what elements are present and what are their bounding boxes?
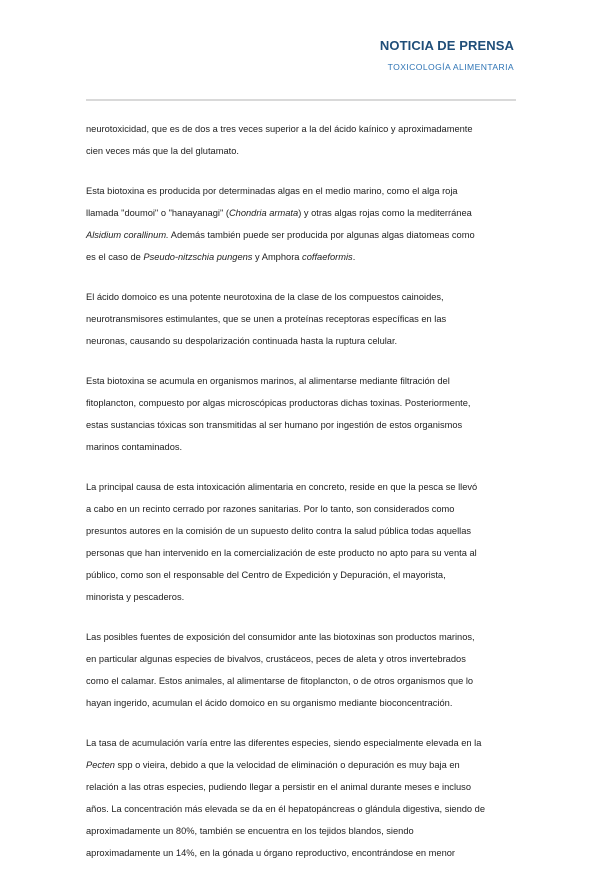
text-line — [86, 564, 516, 586]
text-run: como el calamar. Estos animales, al alimentarse de fitoplancton, o de otros organismos que lo — [86, 676, 474, 686]
text-line — [86, 648, 516, 670]
text-line — [86, 180, 516, 202]
text-line — [86, 670, 516, 692]
text-run: en particular algunas especies de bivalvos, crustáceos, peces de aleta y otros invertebrados — [86, 654, 466, 664]
text-line — [86, 436, 516, 458]
italic-term: Pseudo-nitzschia pungens — [143, 252, 253, 262]
text-run: llamada "doumoi" o "hanayanagi" ( — [86, 208, 229, 218]
text-run: público, como son el responsable del Centro de Expedición y Depuración, el mayorista, — [86, 570, 446, 580]
text-run: neurotoxicidad, que es de dos a tres veces superior a la del ácido kaínico y aproximadamente — [86, 124, 473, 134]
page-header — [380, 38, 514, 72]
italic-term: Alsidium corallinum. — [86, 230, 169, 240]
text-run: minorista y pescaderos. — [86, 592, 185, 602]
paragraph — [86, 118, 516, 162]
text-line — [86, 330, 516, 352]
text-run: hayan ingerido, acumulan el ácido domoico en su organismo mediante bioconcentración. — [86, 698, 453, 708]
text-run: La tasa de acumulación varía entre las diferentes especies, siendo especialmente elevada en la — [86, 738, 482, 748]
text-line — [86, 370, 516, 392]
paragraph — [86, 370, 516, 458]
text-run: . — [352, 252, 356, 262]
text-line — [86, 754, 516, 776]
body-text — [86, 118, 516, 882]
text-line — [86, 414, 516, 436]
text-run: años. La concentración más elevada se da en él hepatopáncreas o glándula digestiva, siendo de — [86, 804, 486, 814]
text-line — [86, 542, 516, 564]
italic-term: Chondria armata — [228, 208, 299, 218]
text-run: aproximadamente un 14%, en la gónada u órgano reproductivo, encontrándose en menor — [86, 848, 456, 858]
text-run: presuntos autores en la comisión de un supuesto delito contra la salud pública todas aquellas — [86, 526, 472, 536]
text-run: neuronas, causando su despolarización continuada hasta la ruptura celular. — [86, 336, 398, 346]
text-run: aproximadamente un 80%, también se encuentra en los tejidos blandos, siendo — [86, 826, 414, 836]
text-run: El ácido domoico es una potente neurotoxina de la clase de los compuestos cainoides, — [86, 292, 444, 302]
text-run: a cabo en un recinto cerrado por razones sanitarias. Por lo tanto, son considerados como — [86, 504, 455, 514]
text-run: es el caso de — [86, 252, 144, 262]
text-line — [86, 776, 516, 798]
text-line — [86, 246, 516, 268]
text-run: Además también puede ser producida por algunas algas diatomeas como — [168, 230, 475, 240]
text-line — [86, 692, 516, 714]
text-line — [86, 520, 516, 542]
text-line — [86, 498, 516, 520]
text-line — [86, 286, 516, 308]
text-line — [86, 140, 516, 162]
text-line — [86, 732, 516, 754]
text-run: La principal causa de esta intoxicación alimentaria en concreto, reside en que la pesca se llevó — [86, 482, 478, 492]
text-run: Esta biotoxina es producida por determinadas algas en el medio marino, como el alga roja — [86, 186, 458, 196]
text-run: cien veces más que la del glutamato. — [86, 146, 239, 156]
text-run: y Amphora — [252, 252, 303, 262]
text-line — [86, 224, 516, 246]
header-divider — [86, 99, 516, 101]
paragraph — [86, 732, 516, 864]
text-line — [86, 586, 516, 608]
paragraph — [86, 180, 516, 268]
text-run: relación a las otras especies, pudiendo llegar a persistir en el animal durante meses e incluso — [86, 782, 471, 792]
text-run: neurotransmisores estimulantes, que se unen a proteínas receptoras específicas en las — [86, 314, 447, 324]
paragraph — [86, 626, 516, 714]
text-line — [86, 392, 516, 414]
text-run: fitoplancton, compuesto por algas microscópicas productoras dichas toxinas. Posteriormente, — [86, 398, 471, 408]
text-run: ) y otras algas rojas como la mediterránea — [298, 208, 472, 218]
text-line — [86, 820, 516, 842]
italic-term: Pecten — [86, 760, 115, 770]
paragraph — [86, 476, 516, 608]
text-line — [86, 798, 516, 820]
text-run: personas que han intervenido en la comercialización de este producto no apto para su venta al — [86, 548, 477, 558]
text-run: estas sustancias tóxicas son transmitidas al ser humano por ingestión de estos organismos — [86, 420, 463, 430]
text-line — [86, 308, 516, 330]
italic-term: coffaeformis — [302, 252, 353, 262]
text-line — [86, 118, 516, 140]
text-line — [86, 476, 516, 498]
text-line — [86, 202, 516, 224]
text-run: Las posibles fuentes de exposición del consumidor ante las biotoxinas son productos marinos, — [86, 632, 475, 642]
section-subtitle: TOXICOLOGÍA ALIMENTARIA — [387, 62, 514, 72]
document-type-title: NOTICIA DE PRENSA — [379, 38, 514, 53]
text-run: marinos contaminados. — [86, 442, 183, 452]
text-line — [86, 842, 516, 864]
text-run: spp o vieira, debido a que la velocidad de eliminación o depuración es muy baja en — [114, 760, 460, 770]
paragraph — [86, 286, 516, 352]
text-line — [86, 626, 516, 648]
text-run: Esta biotoxina se acumula en organismos marinos, al alimentarse mediante filtración del — [86, 376, 450, 386]
